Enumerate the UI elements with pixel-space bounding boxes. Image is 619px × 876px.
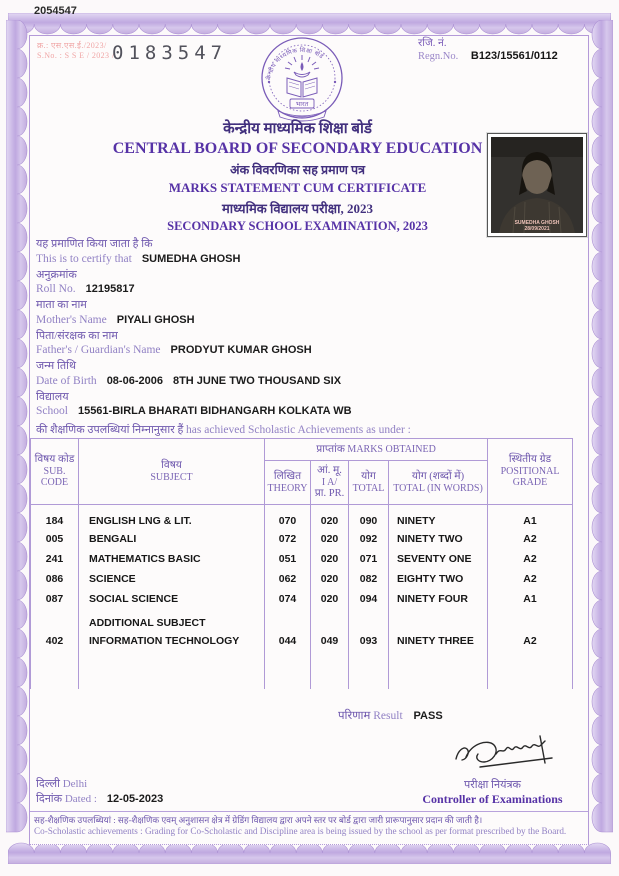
registration-block <box>418 37 558 63</box>
result-label-english: Result <box>373 710 403 722</box>
school-label-hindi: विद्यालय <box>36 390 69 403</box>
mother-field <box>36 299 506 327</box>
achievements-english: has achieved Scholastic Achievements as under : <box>186 424 411 436</box>
achievements-hindi: की शैक्षणिक उपलब्धियां निम्नानुसार हैं <box>36 424 184 436</box>
dob-value: 08-06-2006 <box>106 374 163 387</box>
place-hindi: दिल्ली <box>36 778 60 790</box>
stub-line-hindi: क्र.: एस.एस.ई./2023/ <box>37 41 107 50</box>
table-row: 241 MATHEMATICS BASIC 051 020 071 SEVENTY ONE A2 <box>31 549 573 569</box>
col-header-total: योग TOTAL <box>349 461 389 505</box>
table-row: 086 SCIENCE 062 020 082 EIGHTY TWO A2 <box>31 569 573 589</box>
father-field <box>36 330 506 358</box>
roll-field <box>36 269 506 297</box>
footer-place-date <box>36 777 163 807</box>
exam-title-english: SECONDARY SCHOOL EXAMINATION, 2023 <box>167 219 428 233</box>
col-header-ia: आं. मू. I A/ प्रा. PR. <box>311 461 349 505</box>
result-value: PASS <box>413 710 443 722</box>
paper-serial-number: 2054547 <box>34 5 77 17</box>
regn-label-hindi: रजि. नं. <box>418 38 447 49</box>
serial-stub <box>37 41 114 61</box>
mother-label-hindi: माता का नाम <box>36 299 87 311</box>
student-details <box>36 238 506 437</box>
dated-label: Dated : <box>64 793 97 805</box>
table-row: 402 INFORMATION TECHNOLOGY 044 049 093 NINETY THREE A2 <box>31 631 573 651</box>
controller-english: Controller of Examinations <box>422 792 563 806</box>
col-header-grade: स्थितीय ग्रेड POSITIONAL GRADE <box>488 439 573 505</box>
emblem-ring-text: केन्द्रीय माध्यमिक शिक्षा बोर्ड <box>266 47 325 81</box>
father-name: PRODYUT KUMAR GHOSH <box>170 344 312 356</box>
certify-label-hindi: यह प्रमाणित किया जाता है कि <box>36 238 153 250</box>
footnote-english: Co-Scholastic achievements : Grading for Co-Scholastic and Discipline area is being issued by the school as per format prescribed by the Board. <box>34 826 567 836</box>
board-name-hindi: केन्द्रीय माध्यमिक शिक्षा बोर्ड <box>223 121 372 137</box>
result-label-hindi: परिणाम <box>338 710 371 722</box>
photo-name: SUMEDHA GHOSH <box>514 220 560 226</box>
school-label-english: School 15561-BIRLA BHARATI BIDHANGARH KOLKATA WB <box>36 405 352 417</box>
result-line <box>338 708 443 723</box>
stub-line-english: S.No. : S S E / 2023 / <box>37 51 115 60</box>
col-header-sub-code: विषय कोड SUB. CODE <box>31 439 79 505</box>
table-row: 087 SOCIAL SCIENCE 074 020 094 NINETY FOUR A1 <box>31 589 573 609</box>
school-field <box>36 391 506 419</box>
certify-field <box>36 238 506 266</box>
table-row: 184 ENGLISH LNG & LIT. 070 020 090 NINETY A1 <box>31 505 573 530</box>
cbse-emblem-icon <box>256 35 348 125</box>
dob-label-hindi: जन्म तिथि <box>36 360 76 372</box>
mother-name: PIYALI GHOSH <box>116 313 195 326</box>
signature-scribble-icon <box>448 731 570 777</box>
roll-label-english: Roll No. 12195817 <box>36 283 135 295</box>
col-header-marks-obtained: प्राप्तांक MARKS OBTAINED <box>265 439 488 461</box>
col-header-total-words: योग (शब्दों में) TOTAL (IN WORDS) <box>389 461 488 505</box>
doc-title-english: MARKS STATEMENT CUM CERTIFICATE <box>168 180 427 195</box>
school-name: 15561-BIRLA BHARATI BIDHANGARH KOLKATA WB <box>77 405 352 417</box>
table-row: 005 BENGALI 072 020 092 NINETY TWO A2 <box>31 529 573 549</box>
dated-hindi: दिनांक <box>36 793 63 805</box>
regn-value: B123/15561/0112 <box>470 50 558 62</box>
border-band-right <box>587 20 613 836</box>
marks-table <box>30 438 573 689</box>
co-scholastic-footnote <box>34 815 586 837</box>
achievements-line <box>36 422 506 437</box>
dob-label-english: Date of Birth 08-06-2006 8TH JUNE TWO THOUSAND SIX <box>36 374 342 387</box>
controller-hindi: परीक्षा नियंत्रक <box>464 779 521 791</box>
additional-subject-label: ADDITIONAL SUBJECT <box>79 609 265 631</box>
table-filler-row <box>31 651 573 689</box>
roll-number: 12195817 <box>85 283 135 295</box>
col-header-subject: विषय SUBJECT <box>79 439 265 505</box>
footer-controller <box>400 777 585 807</box>
certificate-number: 0183547 <box>112 42 228 64</box>
exam-title-hindi: माध्यमिक विद्यालय परीक्षा, 2023 <box>222 201 373 216</box>
col-header-theory: लिखित THEORY <box>265 461 311 505</box>
footer-divider <box>30 811 588 812</box>
dob-words: 8TH JUNE TWO THOUSAND SIX <box>172 374 342 387</box>
emblem-country-label: भारत <box>295 101 309 108</box>
doc-title-hindi: अंक विवरणिका सह प्रमाण पत्र <box>230 163 365 177</box>
dob-field <box>36 360 506 388</box>
roll-label-hindi: अनुक्रमांक <box>36 268 77 281</box>
place-english: Delhi <box>62 778 88 790</box>
footnote-hindi: सह-शैक्षणिक उपलब्धियां : सह-शैक्षणिक एवम् अनुशासन क्षेत्र में ग्रेडिंग विद्यालय द्वारा अपने स्तर पर बोर्ड द्वारा जारी प्रारूपानुसार प्रदान की जाती है। <box>34 815 483 825</box>
board-name-english: CENTRAL BOARD OF SECONDARY EDUCATION <box>112 140 483 157</box>
photo-date: 28/09/2021 <box>524 226 550 232</box>
father-label-english: Father's / Guardian's Name PRODYUT KUMAR GHOSH <box>36 344 312 356</box>
certificate-header <box>30 118 565 234</box>
additional-subject-label-row <box>31 609 573 631</box>
regn-label-english: Regn.No. <box>418 51 459 62</box>
father-label-hindi: पिता/संरक्षक का नाम <box>36 329 118 342</box>
svg-text:केन्द्रीय माध्यमिक शिक्षा बोर् <box>264 46 325 80</box>
certify-label-english: This is to certify that SUMEDHA GHOSH <box>36 252 241 265</box>
dated-value: 12-05-2023 <box>106 793 164 805</box>
mother-label-english: Mother's Name PIYALI GHOSH <box>36 313 195 326</box>
student-name: SUMEDHA GHOSH <box>141 252 241 265</box>
